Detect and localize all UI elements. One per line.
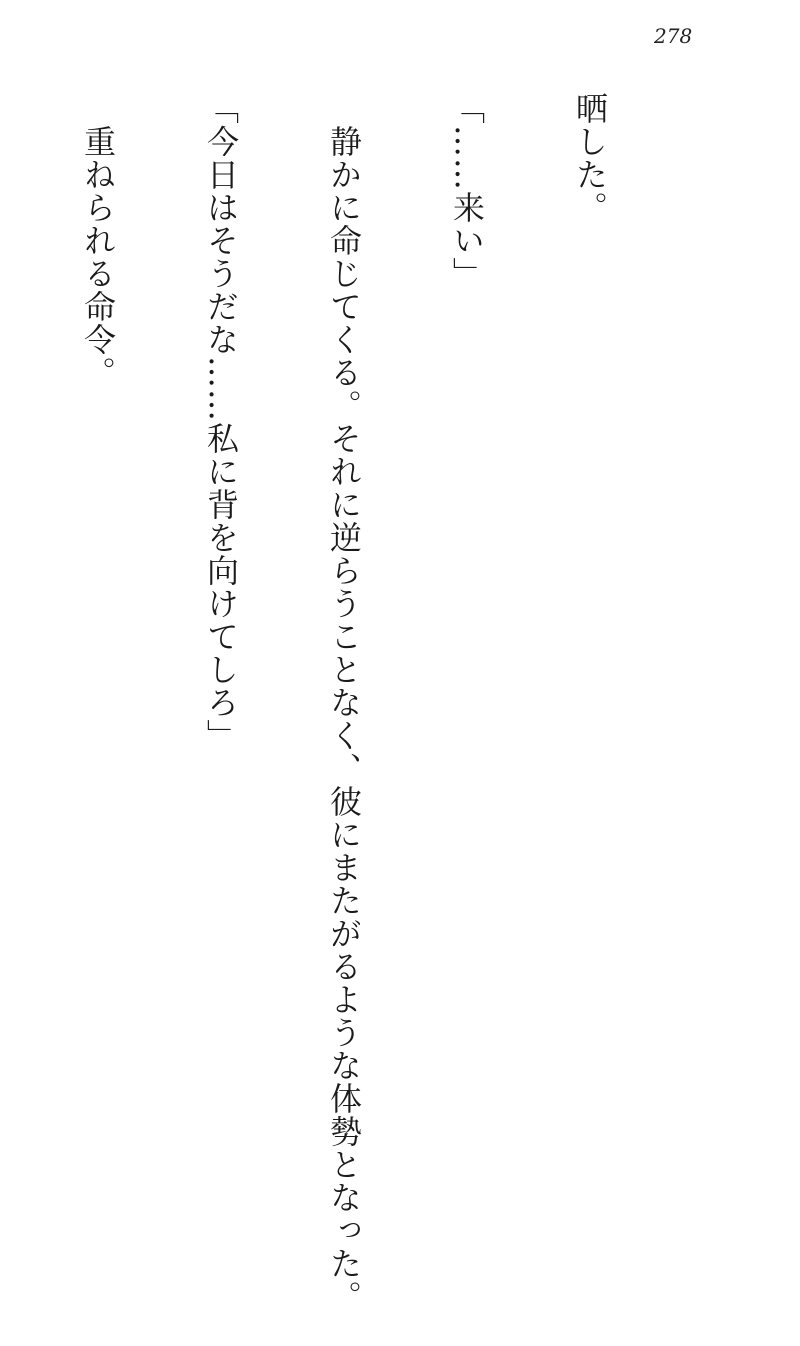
vertical-text-body (0, 92, 692, 1313)
page-number: 278 (654, 24, 693, 48)
text-line: 静かに命じてくる。それに逆らうことなく、彼にまたがるような体勢となった。 (325, 92, 363, 1313)
text-line: 重ねられる命令。 (79, 92, 117, 389)
text-line: 晒した。 (571, 92, 609, 224)
text-line: 「今日はそうだな……私に背を向けてしろ」 (202, 92, 240, 752)
text-line: 「……来い」 (448, 92, 486, 290)
